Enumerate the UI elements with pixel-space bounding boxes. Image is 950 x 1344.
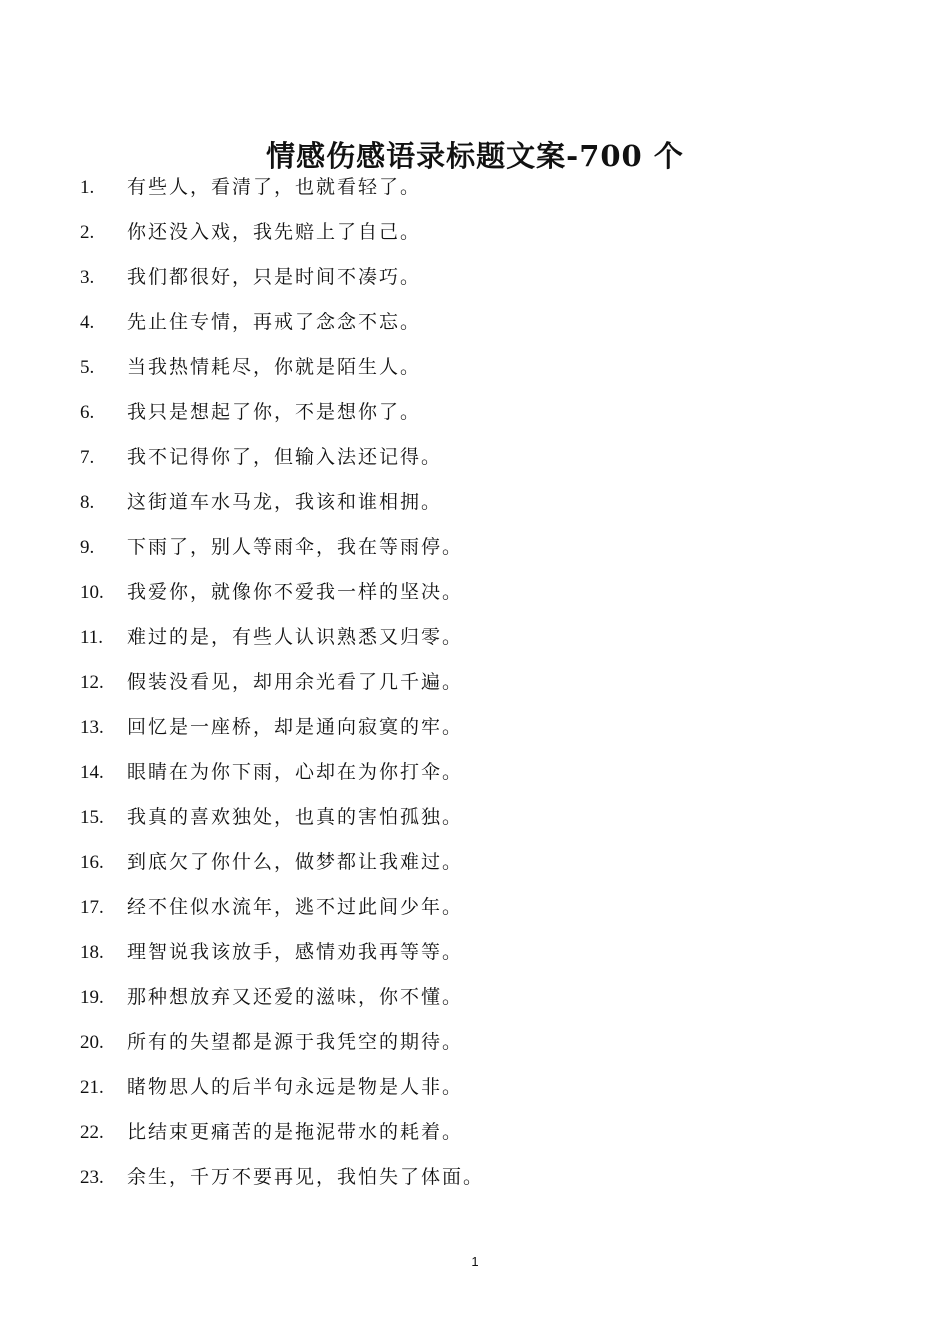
item-text: 当我热情耗尽，你就是陌生人。 — [127, 356, 422, 378]
list-item — [0, 255, 950, 300]
page-number: 1 — [471, 1254, 479, 1269]
item-number: 15. — [80, 807, 104, 828]
item-text: 理智说我该放手，感情劝我再等等。 — [127, 941, 464, 963]
list-item — [0, 975, 950, 1020]
item-text: 我们都很好，只是时间不凑巧。 — [127, 266, 422, 288]
list-item — [0, 390, 950, 435]
list-item — [0, 885, 950, 930]
item-number: 12. — [80, 672, 104, 693]
item-number: 7. — [80, 447, 95, 468]
item-number: 18. — [80, 942, 104, 963]
item-number: 20. — [80, 1032, 104, 1053]
item-number: 22. — [80, 1122, 104, 1143]
item-text: 这街道车水马龙，我该和谁相拥。 — [127, 491, 443, 513]
list-item — [0, 1110, 950, 1155]
list-item — [0, 435, 950, 480]
list-item — [0, 570, 950, 615]
item-number: 1. — [80, 177, 95, 198]
list-item — [0, 525, 950, 570]
list-item — [0, 345, 950, 390]
item-number: 2. — [80, 222, 95, 243]
item-number: 19. — [80, 987, 104, 1008]
item-number: 17. — [80, 897, 104, 918]
item-text: 我爱你，就像你不爱我一样的坚决。 — [127, 581, 464, 603]
list-item — [0, 750, 950, 795]
list-item — [0, 705, 950, 750]
item-text: 难过的是，有些人认识熟悉又归零。 — [127, 626, 464, 648]
item-text: 假装没看见，却用余光看了几千遍。 — [127, 671, 464, 693]
quote-list — [0, 165, 950, 1200]
item-text: 有些人，看清了，也就看轻了。 — [127, 176, 422, 198]
item-text: 回忆是一座桥，却是通向寂寞的牢。 — [127, 716, 464, 738]
list-item — [0, 1155, 950, 1200]
list-item — [0, 615, 950, 660]
item-number: 4. — [80, 312, 95, 333]
item-number: 8. — [80, 492, 95, 513]
item-text: 先止住专情，再戒了念念不忘。 — [127, 311, 422, 333]
item-number: 21. — [80, 1077, 104, 1098]
item-text: 那种想放弃又还爱的滋味，你不懂。 — [127, 986, 464, 1008]
item-number: 16. — [80, 852, 104, 873]
list-item — [0, 1065, 950, 1110]
item-text: 我真的喜欢独处，也真的害怕孤独。 — [127, 806, 464, 828]
item-number: 13. — [80, 717, 104, 738]
item-number: 9. — [80, 537, 95, 558]
item-text: 所有的失望都是源于我凭空的期待。 — [127, 1031, 464, 1053]
item-number: 10. — [80, 582, 104, 603]
item-number: 23. — [80, 1167, 104, 1188]
item-text: 到底欠了你什么，做梦都让我难过。 — [127, 851, 464, 873]
item-number: 5. — [80, 357, 95, 378]
item-text: 比结束更痛苦的是拖泥带水的耗着。 — [127, 1121, 464, 1143]
list-item — [0, 480, 950, 525]
item-text: 下雨了，别人等雨伞，我在等雨停。 — [127, 536, 464, 558]
item-text: 余生，千万不要再见，我怕失了体面。 — [127, 1166, 485, 1188]
document-title: 情感伤感语录标题文案-700 个 — [266, 139, 684, 174]
list-item — [0, 660, 950, 705]
list-item — [0, 1020, 950, 1065]
item-text: 经不住似水流年，逃不过此间少年。 — [127, 896, 464, 918]
item-text: 睹物思人的后半句永远是物是人非。 — [127, 1076, 464, 1098]
item-number: 6. — [80, 402, 95, 423]
item-number: 11. — [80, 627, 104, 648]
item-number: 14. — [80, 762, 104, 783]
list-item — [0, 795, 950, 840]
item-text: 我只是想起了你，不是想你了。 — [127, 401, 422, 423]
item-text: 眼睛在为你下雨，心却在为你打伞。 — [127, 761, 464, 783]
item-number: 3. — [80, 267, 95, 288]
item-text: 你还没入戏，我先赔上了自己。 — [127, 221, 422, 243]
list-item — [0, 210, 950, 255]
item-text: 我不记得你了，但输入法还记得。 — [127, 446, 443, 468]
list-item — [0, 840, 950, 885]
list-item — [0, 930, 950, 975]
list-item — [0, 165, 950, 210]
list-item — [0, 300, 950, 345]
